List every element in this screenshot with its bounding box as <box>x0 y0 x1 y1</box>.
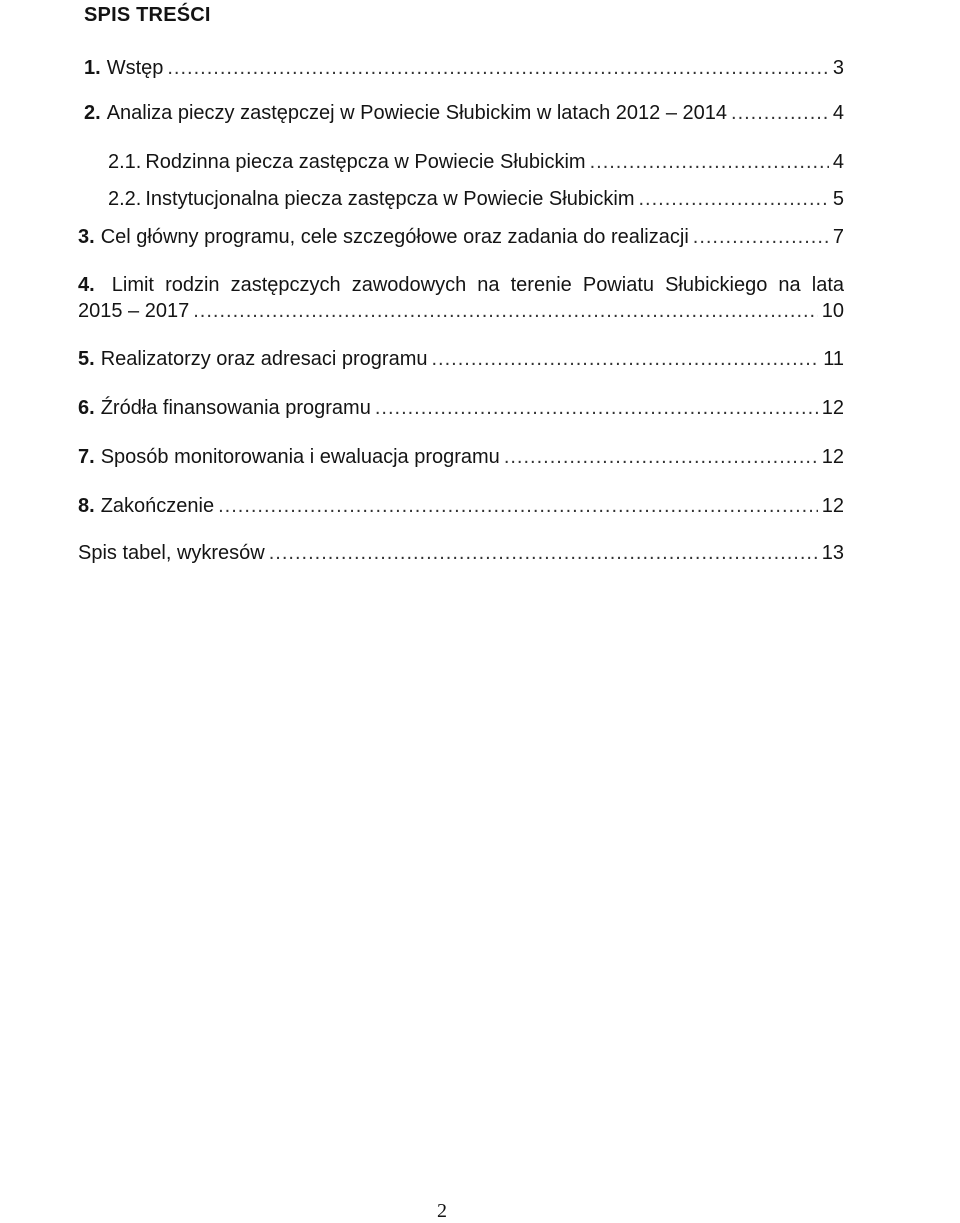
toc-entry-page: 5 <box>832 188 844 210</box>
toc-entry-7[interactable] <box>78 445 844 469</box>
toc-title: SPIS TREŚCI <box>84 4 211 26</box>
toc-entry-number: 8. <box>78 495 95 517</box>
toc-entry-page: 7 <box>832 226 844 248</box>
toc-entry-number: 2.1. <box>108 151 142 173</box>
toc-entry-title: Sposób monitorowania i ewaluacja programu <box>100 446 500 468</box>
toc-entry-title: Analiza pieczy zastępczej w Powiecie Słubickim w latach 2012 – 2014 <box>106 102 728 124</box>
dot-leader <box>167 56 829 80</box>
toc-entry-number: 5. <box>78 348 95 370</box>
page-number: 2 <box>437 1200 447 1222</box>
toc-entry-6[interactable] <box>78 396 844 420</box>
toc-entry-number: 2.2. <box>108 188 142 210</box>
toc-entry-tables[interactable] <box>78 541 844 565</box>
toc-entry-title: Instytucjonalna piecza zastępcza w Powiecie Słubickim <box>145 188 635 210</box>
toc-entry-title: Cel główny programu, cele szczegółowe oraz zadania do realizacji <box>100 226 689 248</box>
toc-entry-number: 4. <box>78 274 95 296</box>
dot-leader <box>193 299 818 323</box>
dot-leader <box>432 347 820 371</box>
dot-leader <box>590 150 829 174</box>
toc-entry-3[interactable] <box>78 225 844 249</box>
toc-entry-page: 10 <box>821 300 844 322</box>
toc-entry-title-line1 <box>78 273 844 297</box>
toc-entry-2[interactable] <box>84 101 844 125</box>
toc-entry-title: Źródła finansowania programu <box>100 397 371 419</box>
toc-entry-page: 3 <box>832 57 844 79</box>
toc-entry-title: Spis tabel, wykresów <box>78 542 265 564</box>
dot-leader <box>731 101 829 125</box>
toc-entry-4[interactable] <box>78 273 844 323</box>
toc-entry-2-1[interactable] <box>108 150 844 174</box>
toc-entry-title: Rodzinna piecza zastępcza w Powiecie Słubickim <box>145 151 586 173</box>
toc-entry-number: 7. <box>78 446 95 468</box>
toc-entry-number: 1. <box>84 57 101 79</box>
toc-entry-page: 12 <box>821 446 844 468</box>
toc-entry-number: 2. <box>84 102 101 124</box>
toc-entry-title-line2: 2015 – 2017 <box>78 300 190 322</box>
toc-entry-number: 3. <box>78 226 95 248</box>
toc-entry-title: Limit rodzin zastępczych zawodowych na terenie Powiatu Słubickiego na lata <box>111 274 844 296</box>
dot-leader <box>375 396 818 420</box>
toc-entry-5[interactable] <box>78 347 844 371</box>
toc-entry-title: Zakończenie <box>100 495 215 517</box>
toc-entry-page: 13 <box>821 542 844 564</box>
toc-entry-title: Wstęp <box>106 57 164 79</box>
dot-leader <box>504 445 818 469</box>
toc-entry-page: 12 <box>821 397 844 419</box>
dot-leader <box>693 225 829 249</box>
toc-entry-8[interactable] <box>78 494 844 518</box>
toc-entry-title: Realizatorzy oraz adresaci programu <box>100 348 428 370</box>
toc-entry-number: 6. <box>78 397 95 419</box>
toc-entry-2-2[interactable] <box>108 187 844 211</box>
toc-entry-page: 12 <box>821 495 844 517</box>
dot-leader <box>638 187 828 211</box>
dot-leader <box>269 541 818 565</box>
dot-leader <box>218 494 818 518</box>
toc-entry-page: 11 <box>823 348 844 370</box>
toc-entry-1[interactable] <box>84 56 844 80</box>
toc-entry-page: 4 <box>832 102 844 124</box>
toc-entry-page: 4 <box>832 151 844 173</box>
